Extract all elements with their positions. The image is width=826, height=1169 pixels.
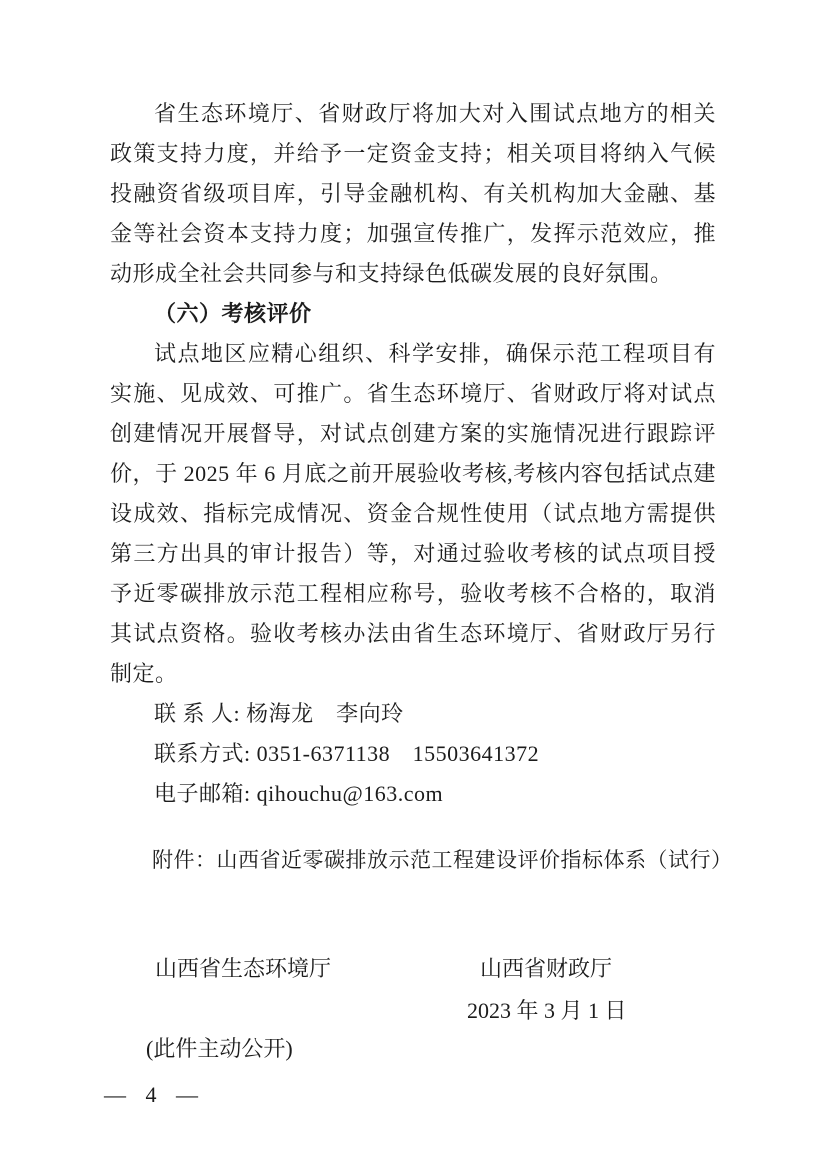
signature-agency-left: 山西省生态环境厅 [155,956,332,981]
document-body [110,94,733,880]
contact-phone-line: 联系方式: 0351-6371138 15503641372 [154,741,540,766]
disclosure-note: (此件主动公开) [146,1036,293,1061]
attachment-note: 附件：山西省近零碳排放示范工程建设评价指标体系（试行） [152,848,733,872]
paragraph-assessment-evaluation: 试点地区应精心组织、科学安排，确保示范工程项目有实施、见成效、可推广。省生态环境厅、省财政厅将对试点创建情况开展督导，对试点创建方案的实施情况进行跟踪评价，于 2025 年 6 月底之前开展验收考核,考核内容包括试点建设成效、指标完成情况、资金合规性使用（试点地方需提供第三方出具的审计报告）等，对通过验收考核的试点项目授予近零碳排放示范工程相应称号，验收考核不合格的，取消其试点资格。验收考核办法由省生态环境厅、省财政厅另行制定。 [110,341,716,686]
paragraph-policy-support: 省生态环境厅、省财政厅将加大对入围试点地方的相关政策支持力度，并给予一定资金支持；相关项目将纳入气候投融资省级项目库，引导金融机构、有关机构加大金融、基金等社会资本支持力度；加强宣传推广，发挥示范效应，推动形成全社会共同参与和支持绿色低碳发展的良好氛围。 [110,101,716,286]
section-heading-assessment: （六）考核评价 [154,301,312,326]
page-number: — 4 — [104,1082,198,1107]
date-row [0,994,826,1034]
signature-agency-right: 山西省财政厅 [480,956,613,981]
contact-email-line: 电子邮箱: qihouchu@163.com [154,781,444,806]
contact-person-line: 联 系 人: 杨海龙 李向玲 [154,701,404,726]
signature-date: 2023 年 3 月 1 日 [467,998,627,1023]
signature-row [0,952,826,992]
